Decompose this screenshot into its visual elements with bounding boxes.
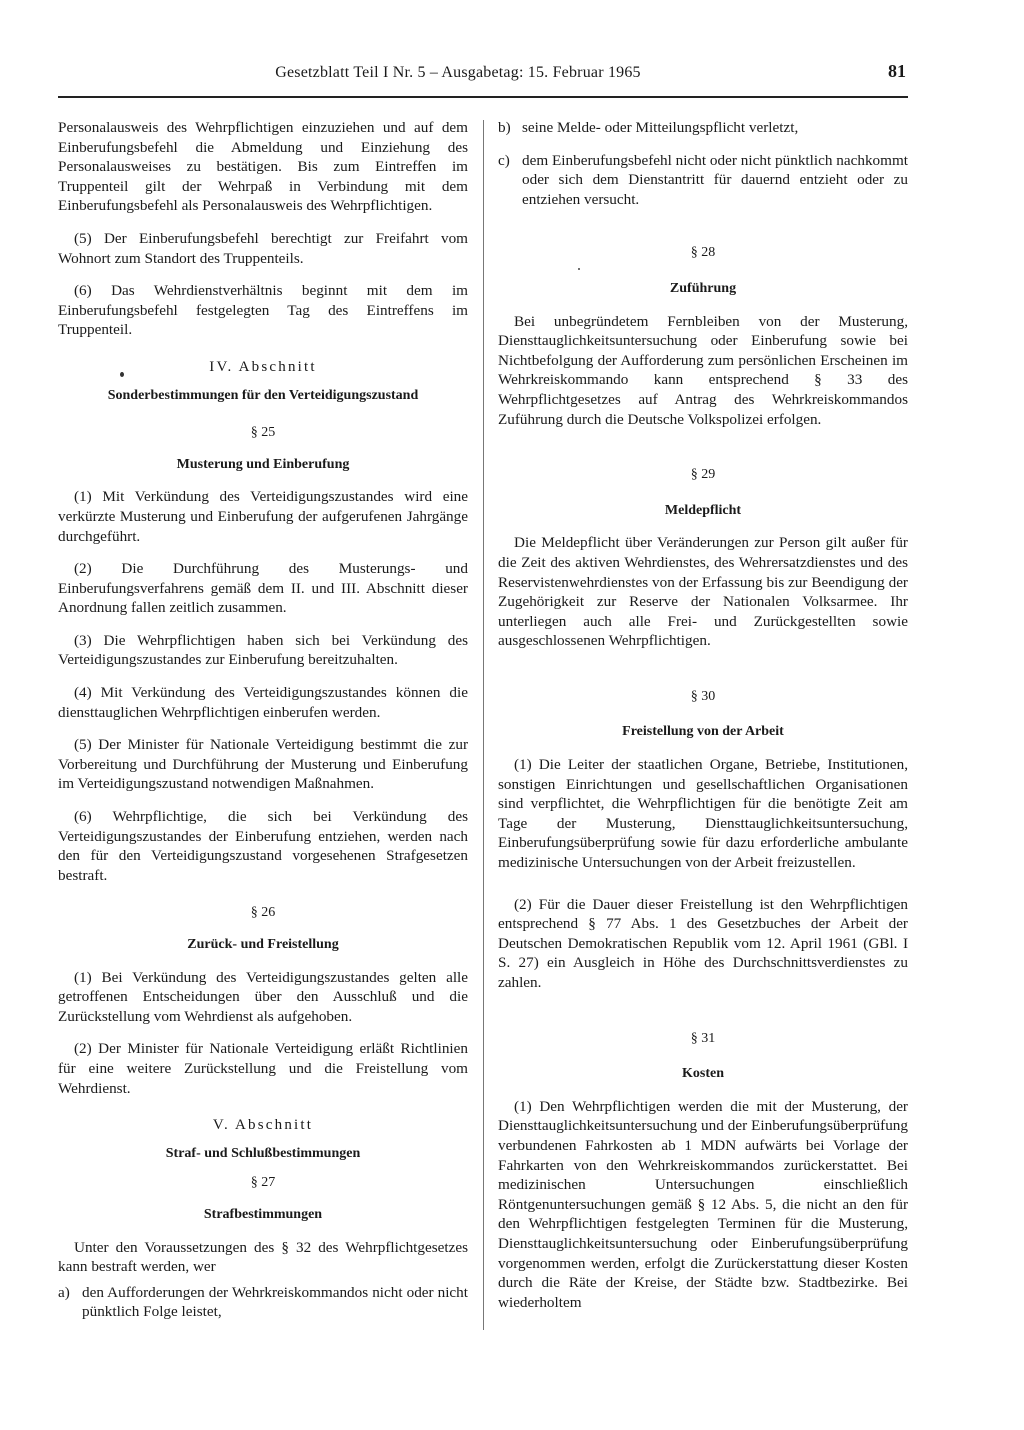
- section-v-heading: V. Abschnitt: [212, 1117, 314, 1134]
- section-28-paragraph: Bei unbegründetem Fernbleiben von der Musterung, Diensttauglichkeitsuntersuchung oder Einberufung sowie bei Nichtbefolgung der Aufforderung zum persönlichen Erscheinen im Wehrkreiskommando kann entsprechend § 33 des Wehrpflichtgesetzes auf Antrag des Wehrkreiskommandos Zuführung durch die Deutsche Volkspolizei erfolgen.: [498, 312, 908, 428]
- section-28-title: Zuführung: [669, 280, 737, 296]
- list-label: c): [498, 151, 510, 169]
- section-25-p1: (1) Mit Verkündung des Verteidigungszustandes wird eine verkürzte Musterung und Einberufung der aufgerufenen Jahrgänge durchgeführt.: [58, 488, 468, 545]
- section-27-title: Strafbestimmungen: [203, 1206, 323, 1222]
- left-column: [58, 118, 468, 1322]
- section-25-p4: (4) Mit Verkündung des Verteidigungszustandes können die diensttauglichen Wehrpflichtigen einberufen werden.: [58, 684, 468, 721]
- section-25-title: Musterung und Einberufung: [176, 456, 350, 472]
- list-label: a): [58, 1283, 70, 1301]
- section-30-p2: (2) Für die Dauer dieser Freistellung ist den Wehrpflichtigen entsprechend § 77 Abs. 1 des Gesetzbuches der Arbeit der Deutschen Demokratischen Republik vom 12. April 1961 (GBl. I S. 27) ein Ausgleich in Höhe des Durchschnittsverdienstes zu zahlen.: [498, 895, 908, 991]
- paragraph-5: (5) Der Einberufungsbefehl berechtigt zur Freifahrt vom Wohnort zum Standort des Truppenteils.: [58, 229, 468, 267]
- section-26-title: Zurück- und Freistellung: [187, 937, 339, 952]
- section-29-number: § 29: [690, 467, 716, 483]
- paragraph-intro: Personalausweis des Wehrpflichtigen einzuziehen und auf dem Einberufungsbefehl die Abmeldung und Einziehung des Personalausweises zu bestätigen. Bis zum Eintreffen im Truppenteil gilt der Wehrpaß in Verbindung mit dem Einberufungsbefehl als Personalausweis des Wehrpflichtigen.: [58, 119, 468, 215]
- section-27-item-b: [498, 118, 908, 138]
- section-25-p2: (2) Die Durchführung des Musterungs- und Einberufungsverfahrens gemäß dem II. und III. Abschnitt dieser Anordnung fallen zeitlich zusammen.: [58, 560, 468, 617]
- section-28-number: § 28: [690, 245, 716, 261]
- section-27-intro: Unter den Voraussetzungen des § 32 des Wehrpflichtgesetzes kann bestraft werden, wer: [58, 1238, 468, 1276]
- page-header: [58, 58, 908, 98]
- paragraph-6: (6) Das Wehrdienstverhältnis beginnt mit dem im Einberufungsbefehl festgelegten Tag des Eintreffens im Truppenteil.: [58, 282, 468, 339]
- section-30-number: § 30: [690, 688, 716, 704]
- header-title: Gesetzblatt Teil I Nr. 5 – Ausgabetag: 15. Februar 1965: [275, 64, 641, 81]
- section-31-title: Kosten: [682, 1066, 724, 1082]
- list-text: den Aufforderungen der Wehrkreiskommandos nicht oder nicht pünktlich Folge leistet,: [82, 1283, 468, 1321]
- section-iv-heading: IV. Abschnitt: [209, 358, 317, 375]
- list-label: b): [498, 119, 511, 136]
- column-divider: [483, 120, 484, 1330]
- section-25-number: § 25: [250, 425, 276, 441]
- list-text: seine Melde- oder Mitteilungspflicht verletzt,: [522, 119, 799, 136]
- section-27-number: § 27: [250, 1175, 276, 1191]
- section-iv-title: Sonderbestimmungen für den Verteidigungszustand: [107, 387, 419, 403]
- section-30-title: Freistellung von der Arbeit: [622, 724, 784, 740]
- section-26-p1: (1) Bei Verkündung des Verteidigungszustandes gelten alle getroffenen Entscheidungen über den Ausschluß und die Zurückstellung vom Wehrdienst als aufgehoben.: [58, 968, 468, 1025]
- section-25-p5: (5) Der Minister für Nationale Verteidigung bestimmt die zur Vorbereitung und Durchführung der Musterung und Einberufung im Verteidigungszustand notwendigen Maßnahmen.: [58, 736, 468, 793]
- section-29-title: Meldepflicht: [664, 502, 742, 518]
- section-31-number: § 31: [690, 1030, 716, 1046]
- section-29-paragraph: Die Meldepflicht über Veränderungen zur Person gilt außer für die Zeit des aktiven Wehrdienstes, des Wehrersatzdienstes und des Reservistenwehrdienstes von der Erfassung bis zur Beendigung der Zugehörigkeit zur Reserve der Nationalen Volksarmee. Ihr unterliegen auch alle Frei- und Zurückgestellten sowie ausgeschlossenen Wehrpflichtigen.: [498, 534, 908, 650]
- section-26-p2: (2) Der Minister für Nationale Verteidigung erläßt Richtlinien für eine weitere Zurückstellung und die Freistellung vom Wehrdienst.: [58, 1040, 468, 1097]
- right-column: [498, 118, 908, 1312]
- section-26-number: § 26: [250, 905, 276, 921]
- section-25-p6: (6) Wehrpflichtige, die sich bei Verkündung des Verteidigungszustandes der Einberufung entziehen, werden nach den für den Verteidigungszustand vorgesehenen Strafgesetzen bestraft.: [58, 808, 468, 884]
- section-31-p1: (1) Den Wehrpflichtigen werden die mit der Musterung, der Diensttauglichkeitsuntersuchung und der Einberufungsüberprüfung verbundenen Fahrkosten ab 1 MDN aufwärts bei Vorlage der Fahrkarten von den Wehrkreiskommandos zurückerstattet. Bei medizinischen Untersuchungen einschließlich Röntgenuntersuchungen gemäß § 12 Abs. 5, die nicht an den für den Wehrpflichtigen festgelegten Terminen für die Musterung, Diensttauglichkeitsuntersuchung oder Einberufungsüberprüfung vorgenommen werden, erfolgt die Zurückerstattung dieser Kosten durch die Räte der Kreise, der Städte bzw. Stadtbezirke. Bei wiederholtem: [498, 1097, 908, 1311]
- section-27-item-a: [58, 1283, 468, 1322]
- list-text: dem Einberufungsbefehl nicht oder nicht pünktlich nachkommt oder sich dem Dienstantritt für dauernd entzieht oder zu entziehen versucht.: [522, 151, 908, 208]
- section-v-title: Straf- und Schlußbestimmungen: [165, 1145, 361, 1161]
- section-25-p3: (3) Die Wehrpflichtigen haben sich bei Verkündung des Verteidigungszustandes zur Einberufung bereitzuhalten.: [58, 631, 468, 669]
- section-27-item-c: [498, 151, 908, 210]
- page-number: 81: [888, 61, 906, 81]
- section-30-p1: (1) Die Leiter der staatlichen Organe, Betriebe, Institutionen, sonstigen Einrichtungen und gesellschaftlichen Organisationen sind verpflichtet, die Wehrpflichtigen für die benötigte Zeit am Tage der Musterung, Diensttauglichkeitsuntersuchung, Einberufungsüberprüfung sowie für dazu erforderliche ambulante medizinische Untersuchungen von der Arbeit freizustellen.: [498, 756, 908, 872]
